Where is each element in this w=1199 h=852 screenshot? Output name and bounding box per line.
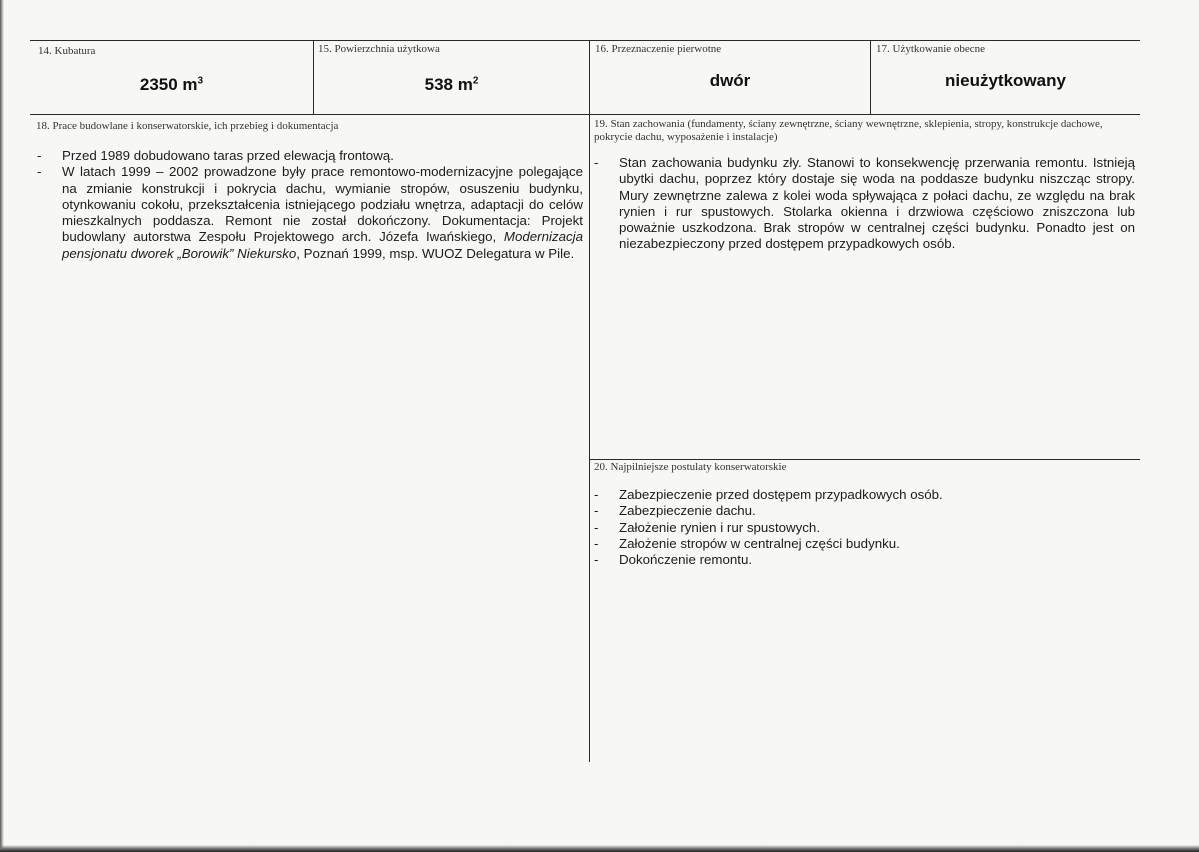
divider-center <box>589 40 590 762</box>
przeznaczenie-value: dwór <box>709 71 751 90</box>
list-item-text: Założenie rynien i rur spustowych. <box>619 519 821 535</box>
kubatura-exponent: 3 <box>197 75 204 87</box>
przeznaczenie-label: 16. Przeznaczenie pierwotne <box>595 43 722 55</box>
powierzchnia-number: 538 m <box>424 75 473 94</box>
table-top-border <box>30 40 1140 41</box>
kubatura-number: 2350 m <box>139 75 198 94</box>
list-dash: - <box>594 535 599 551</box>
list-item <box>590 552 1135 568</box>
section20-top-border <box>590 459 1140 460</box>
list-item-text: Założenie stropów w centralnej części budynku. <box>619 535 900 551</box>
list-item <box>590 536 1135 552</box>
powierzchnia-label: 15. Powierzchnia użytkowa <box>318 43 440 55</box>
scan-edge-left <box>0 0 4 852</box>
list-item-text: Dokończenie remontu. <box>619 552 753 568</box>
list-dash: - <box>37 164 42 180</box>
list-item-text: Przed 1989 dobudowano taras przed elewacją frontową. <box>62 148 394 163</box>
list-item-text: Zabezpieczenie przed dostępem przypadkowych osób. <box>619 487 943 502</box>
text-part: , Poznań 1999, msp. WUOZ Delegatura w Pile. <box>296 245 575 261</box>
list-item <box>590 487 1135 503</box>
powierzchnia-exponent: 2 <box>472 75 479 87</box>
kubatura-value <box>30 75 313 95</box>
list-dash: - <box>594 487 599 502</box>
list-item <box>590 520 1135 536</box>
list-item-text <box>62 164 583 262</box>
list-item-text: Zabezpieczenie dachu. <box>619 503 756 519</box>
section20-label: 20. Najpilniejsze postulaty konserwatorskie <box>594 461 787 473</box>
text-part: W latach 1999 – 2002 prowadzone były prace remontowo-modernizacyjne polegające na zmianie konstrukcji i pokrycia dachu, wymianie stropów, osuszeniu budynku, otynkowaniu cokołu, przekształcenia istniejącego podziału wnętrza, adaptacji do celów mieszkalnych poddasza. Remont nie został dokończony. Dokumentacja: Projekt budowlany autorstwa Zespołu Projektowego arch. Józefa Iwańskiego, <box>62 164 583 245</box>
list-dash: - <box>594 519 599 535</box>
section20-list <box>590 487 1135 568</box>
list-dash: - <box>594 503 599 519</box>
section18-label: 18. Prace budowlane i konserwatorskie, ich przebieg i dokumentacja <box>36 120 339 132</box>
section19-label: 19. Stan zachowania (fundamenty, ściany zewnętrzne, ściany wewnętrzne, sklepienia, stropy, konstrukcje dachowe, pokrycie dachu, wyposażenie i instalacje) <box>594 118 1103 143</box>
list-item <box>33 164 583 262</box>
list-item-text: Stan zachowania budynku zły. Stanowi to konsekwencję przerwania remontu. Istnieją ubytki dachu, poprzez który dostaje się woda na poddasze budynku niszcząc stropy. Mury zewnętrzne zalewa z kolei woda spływająca z połaci dachu, ze względu na brak rynien i rur spustowych. Stolarka okienna i drzwiowa częściowo zniszczona lub poważnie uszkodzona. Brak stropów w centralnej części budynku. Ponadto jest on niezabezpieczony przed dostępem przypadkowych osób. <box>619 155 1135 252</box>
document-title-italic: Modernizacja pensjonatu dworek „Borowik” Niekursko <box>62 229 583 261</box>
list-item <box>590 155 1135 253</box>
uzytkowanie-value: nieużytkowany <box>945 71 1066 90</box>
list-dash: - <box>594 155 599 170</box>
section19-list <box>590 155 1135 253</box>
list-item <box>33 148 583 164</box>
uzytkowanie-label: 17. Użytkowanie obecne <box>876 43 986 55</box>
powierzchnia-value <box>314 75 589 95</box>
kubatura-label: 14. Kubatura <box>38 45 96 57</box>
list-item <box>590 503 1135 519</box>
scan-edge-bottom <box>0 845 1199 852</box>
top-row-bottom-border <box>30 114 1140 115</box>
list-dash: - <box>594 552 599 568</box>
list-dash: - <box>37 148 42 163</box>
section18-list <box>33 148 583 262</box>
